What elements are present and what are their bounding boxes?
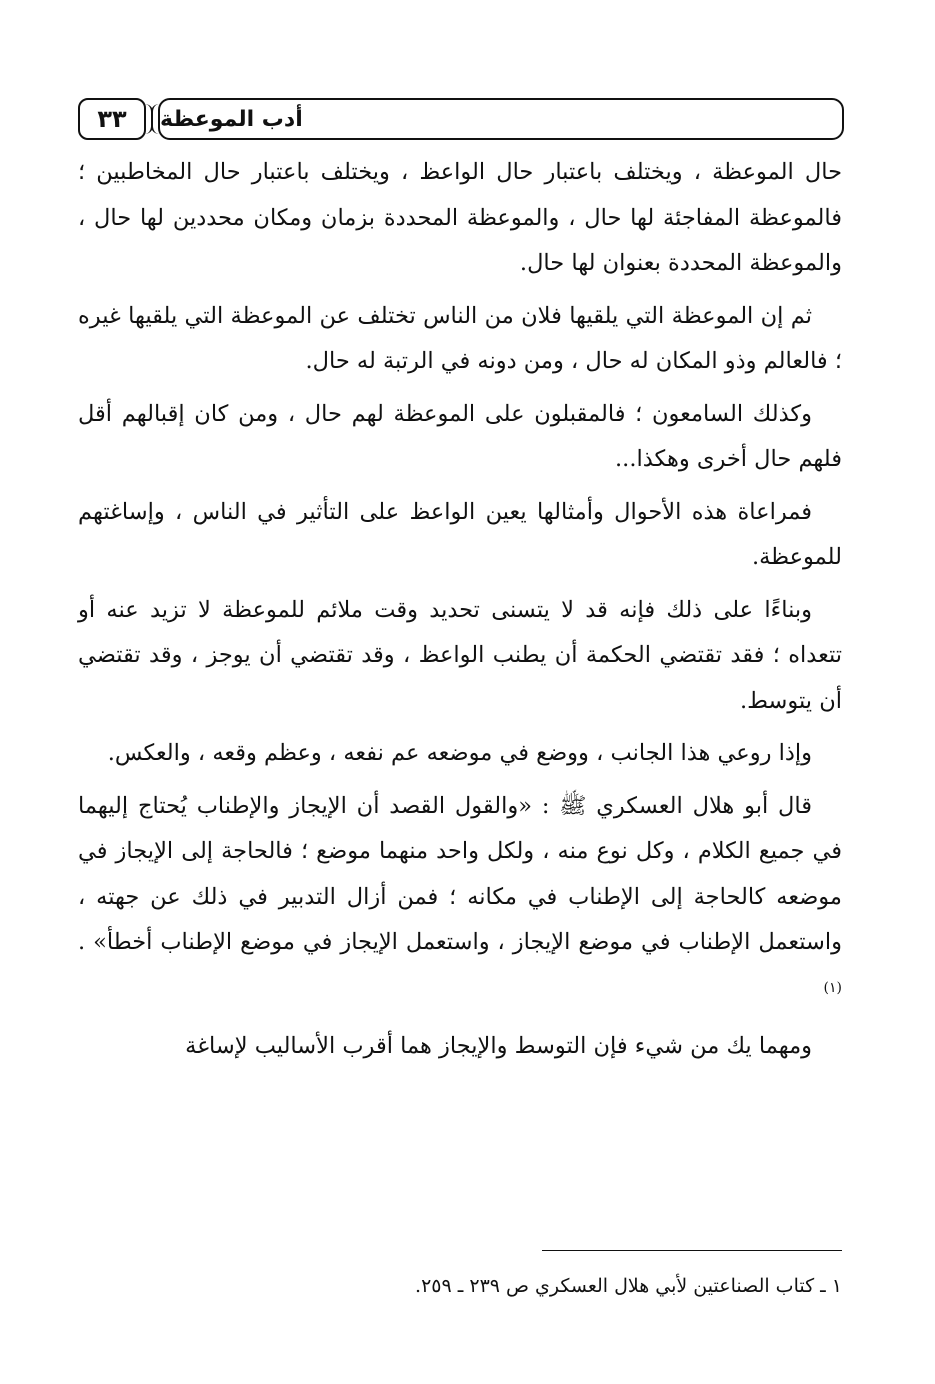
page-header: [78, 98, 844, 144]
paragraph-1: حال الموعظة ، ويختلف باعتبار حال الواعظ ، ويختلف باعتبار حال المخاطبين ؛ فالموعظة المفاجئة لها حال ، والموعظة المحددة بزمان ومكان محددين لها حال ، والموعظة المحددة بعنوان لها حال.: [78, 159, 842, 276]
paragraph-3: وكذلك السامعون ؛ فالمقبلون على الموعظة لهم حال ، ومن كان إقبالهم أقل فلهم حال أخرى وهكذا...: [78, 400, 842, 472]
page-number: ٣٣: [78, 98, 146, 140]
footnote-marker: (١): [823, 979, 842, 996]
body-text: [78, 150, 842, 1076]
paragraph-4: فمراعاة هذه الأحوال وأمثالها يعين الواعظ على التأثير في الناس ، وإساغتهم للموعظة.: [78, 498, 842, 570]
footnote-divider: [542, 1250, 842, 1251]
paragraph-8: ومهما يك من شيء فإن التوسط والإيجاز هما أقرب الأساليب لإساغة: [185, 1032, 812, 1059]
footnote-text: ١ ـ كتاب الصناعتين لأبي هلال العسكري ص ٢٣٩ ـ ٢٥٩.: [415, 1275, 842, 1297]
running-title: أدب الموعظة: [158, 98, 844, 140]
paragraph-6: وإذا روعي هذا الجانب ، ووضع في موضعه عم نفعه ، وعظم وقعه ، والعكس.: [107, 740, 812, 766]
paragraph-2: ثم إن الموعظة التي يلقيها فلان من الناس تختلف عن الموعظة التي يلقيها غيره ؛ فالعالم وذو المكان له حال ، ومن دونه في الرتبة له حال.: [78, 302, 842, 374]
paragraph-5: وبناءًا على ذلك فإنه قد لا يتسنى تحديد وقت ملائم للموعظة لا تزيد عنه أو تتعداه ؛ فقد تقتضي الحكمة أن يطنب الواعظ ، وقد تقتضي أن يوجز ، وقد تقتضي أن يتوسط.: [78, 596, 842, 714]
paragraph-7: [78, 784, 842, 1017]
quote-text: قال أبو هلال العسكري ﷺ : «والقول القصد أن الإيجاز والإطناب يُحتاج إليهما في جميع الكلام ، وكل نوع منه ، ولكل واحد منهما موضع ؛ فالحاجة إلى الإيجاز في موضعه كالحاجة إلى الإطناب في مكانه ؛ فمن أزال التدبير في ذلك عن جهته ، واستعمل الإطناب في موضع الإيجاز ، واستعمل الإيجاز في موضع الإطناب أخطأ» .: [78, 792, 842, 955]
